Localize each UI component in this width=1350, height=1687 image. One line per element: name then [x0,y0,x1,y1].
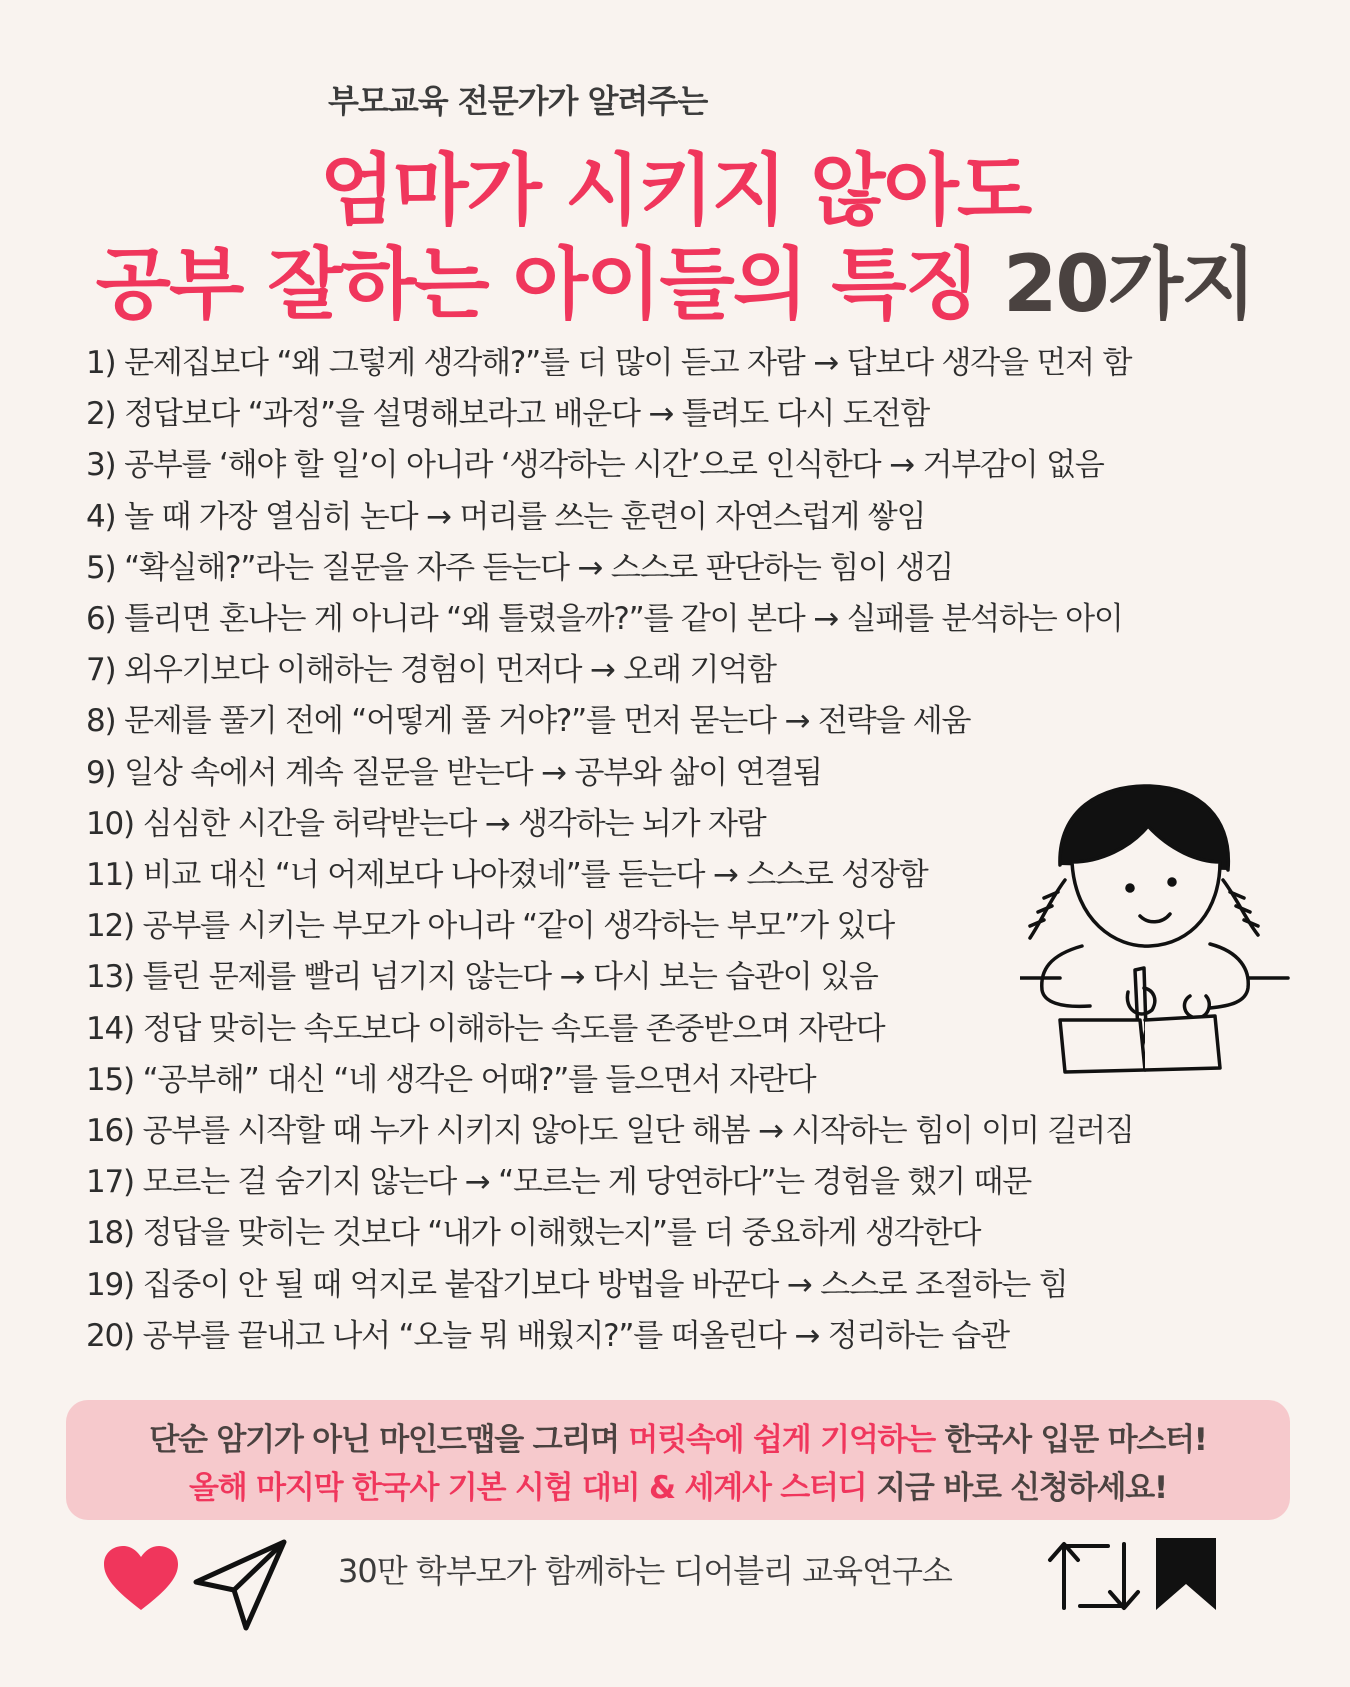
promo-text: 한국사 입문 마스터! [935,1422,1207,1458]
promo-banner[interactable] [66,1400,1290,1520]
promo-highlight: 머릿속에 쉽게 기억하는 [628,1422,936,1458]
promo-highlight: 올해 마지막 한국사 기본 시험 대비 & 세계사 스터디 [189,1470,867,1506]
subtitle: 부모교육 전문가가 알려주는 [328,82,708,120]
promo-text: 단순 암기가 아닌 마인드맵을 그리며 [149,1422,629,1458]
list-item: 4) 놀 때 가장 열심히 논다 → 머리를 쓰는 훈련이 자연스럽게 쌓임 [86,498,926,535]
list-item: 14) 정답 맞히는 속도보다 이해하는 속도를 존중받으며 자란다 [86,1010,885,1047]
title-line-1: 엄마가 시키지 않아도 [319,146,1031,236]
title-highlight: 공부 잘하는 아이들의 특징 [95,240,978,330]
list-item: 17) 모르는 걸 숨기지 않는다 → “모르는 게 당연하다”는 경험을 했기 때문 [86,1164,1032,1201]
list-item: 1) 문제집보다 “왜 그렇게 생각해?”를 더 많이 듣고 자람 → 답보다 생각을 먼저 함 [86,345,1132,381]
girl-studying-illustration [1020,770,1300,1080]
list-item: 18) 정답을 맞히는 것보다 “내가 이해했는지”를 더 중요하게 생각한다 [86,1215,981,1252]
send-icon[interactable] [192,1536,290,1632]
list-item: 3) 공부를 ‘해야 할 일’이 아니라 ‘생각하는 시간’으로 인식한다 → 거부감이 없음 [86,447,1104,484]
title-count: 20가지 [1003,240,1255,330]
list-item: 7) 외우기보다 이해하는 경험이 먼저다 → 오래 기억함 [86,652,776,689]
list-item: 11) 비교 대신 “너 어제보다 나아졌네”를 듣는다 → 스스로 성장함 [86,857,928,894]
list-item: 16) 공부를 시작할 때 누가 시키지 않아도 일단 해봄 → 시작하는 힘이 이미 길러짐 [86,1113,1134,1150]
heart-icon[interactable] [102,1544,180,1612]
bookmark-icon[interactable] [1154,1536,1218,1612]
footer-text: 30만 학부모가 함께하는 디어블리 교육연구소 [338,1552,952,1590]
list-item: 15) “공부해” 대신 “네 생각은 어때?”를 들으면서 자란다 [86,1061,816,1098]
list-item: 12) 공부를 시키는 부모가 아니라 “같이 생각하는 부모”가 있다 [86,908,895,945]
list-item: 19) 집중이 안 될 때 억지로 붙잡기보다 방법을 바꾼다 → 스스로 조절하는 힘 [86,1266,1068,1303]
promo-line-2 [66,1462,1290,1507]
tips-list [86,338,1134,1362]
promo-text: 지금 바로 신청하세요! [866,1470,1167,1506]
promo-line-1 [66,1414,1290,1459]
list-item: 8) 문제를 풀기 전에 “어떻게 풀 거야?”를 먼저 묻는다 → 전략을 세움 [86,703,971,740]
list-item: 20) 공부를 끝내고 나서 “오늘 뭐 배웠지?”를 떠올린다 → 정리하는 습관 [86,1317,1009,1354]
title-line-2 [0,222,1350,334]
repost-icon[interactable] [1046,1538,1142,1614]
list-item: 5) “확실해?”라는 질문을 자주 듣는다 → 스스로 판단하는 힘이 생김 [86,549,953,586]
list-item: 6) 틀리면 혼나는 게 아니라 “왜 틀렸을까?”를 같이 본다 → 실패를 분석하는 아이 [86,601,1123,638]
list-item: 2) 정답보다 “과정”을 설명해보라고 배운다 → 틀려도 다시 도전함 [86,396,930,433]
list-item: 13) 틀린 문제를 빨리 넘기지 않는다 → 다시 보는 습관이 있음 [86,959,878,996]
list-item: 10) 심심한 시간을 허락받는다 → 생각하는 뇌가 자람 [86,805,766,842]
list-item: 9) 일상 속에서 계속 질문을 받는다 → 공부와 삶이 연결됨 [86,754,822,791]
